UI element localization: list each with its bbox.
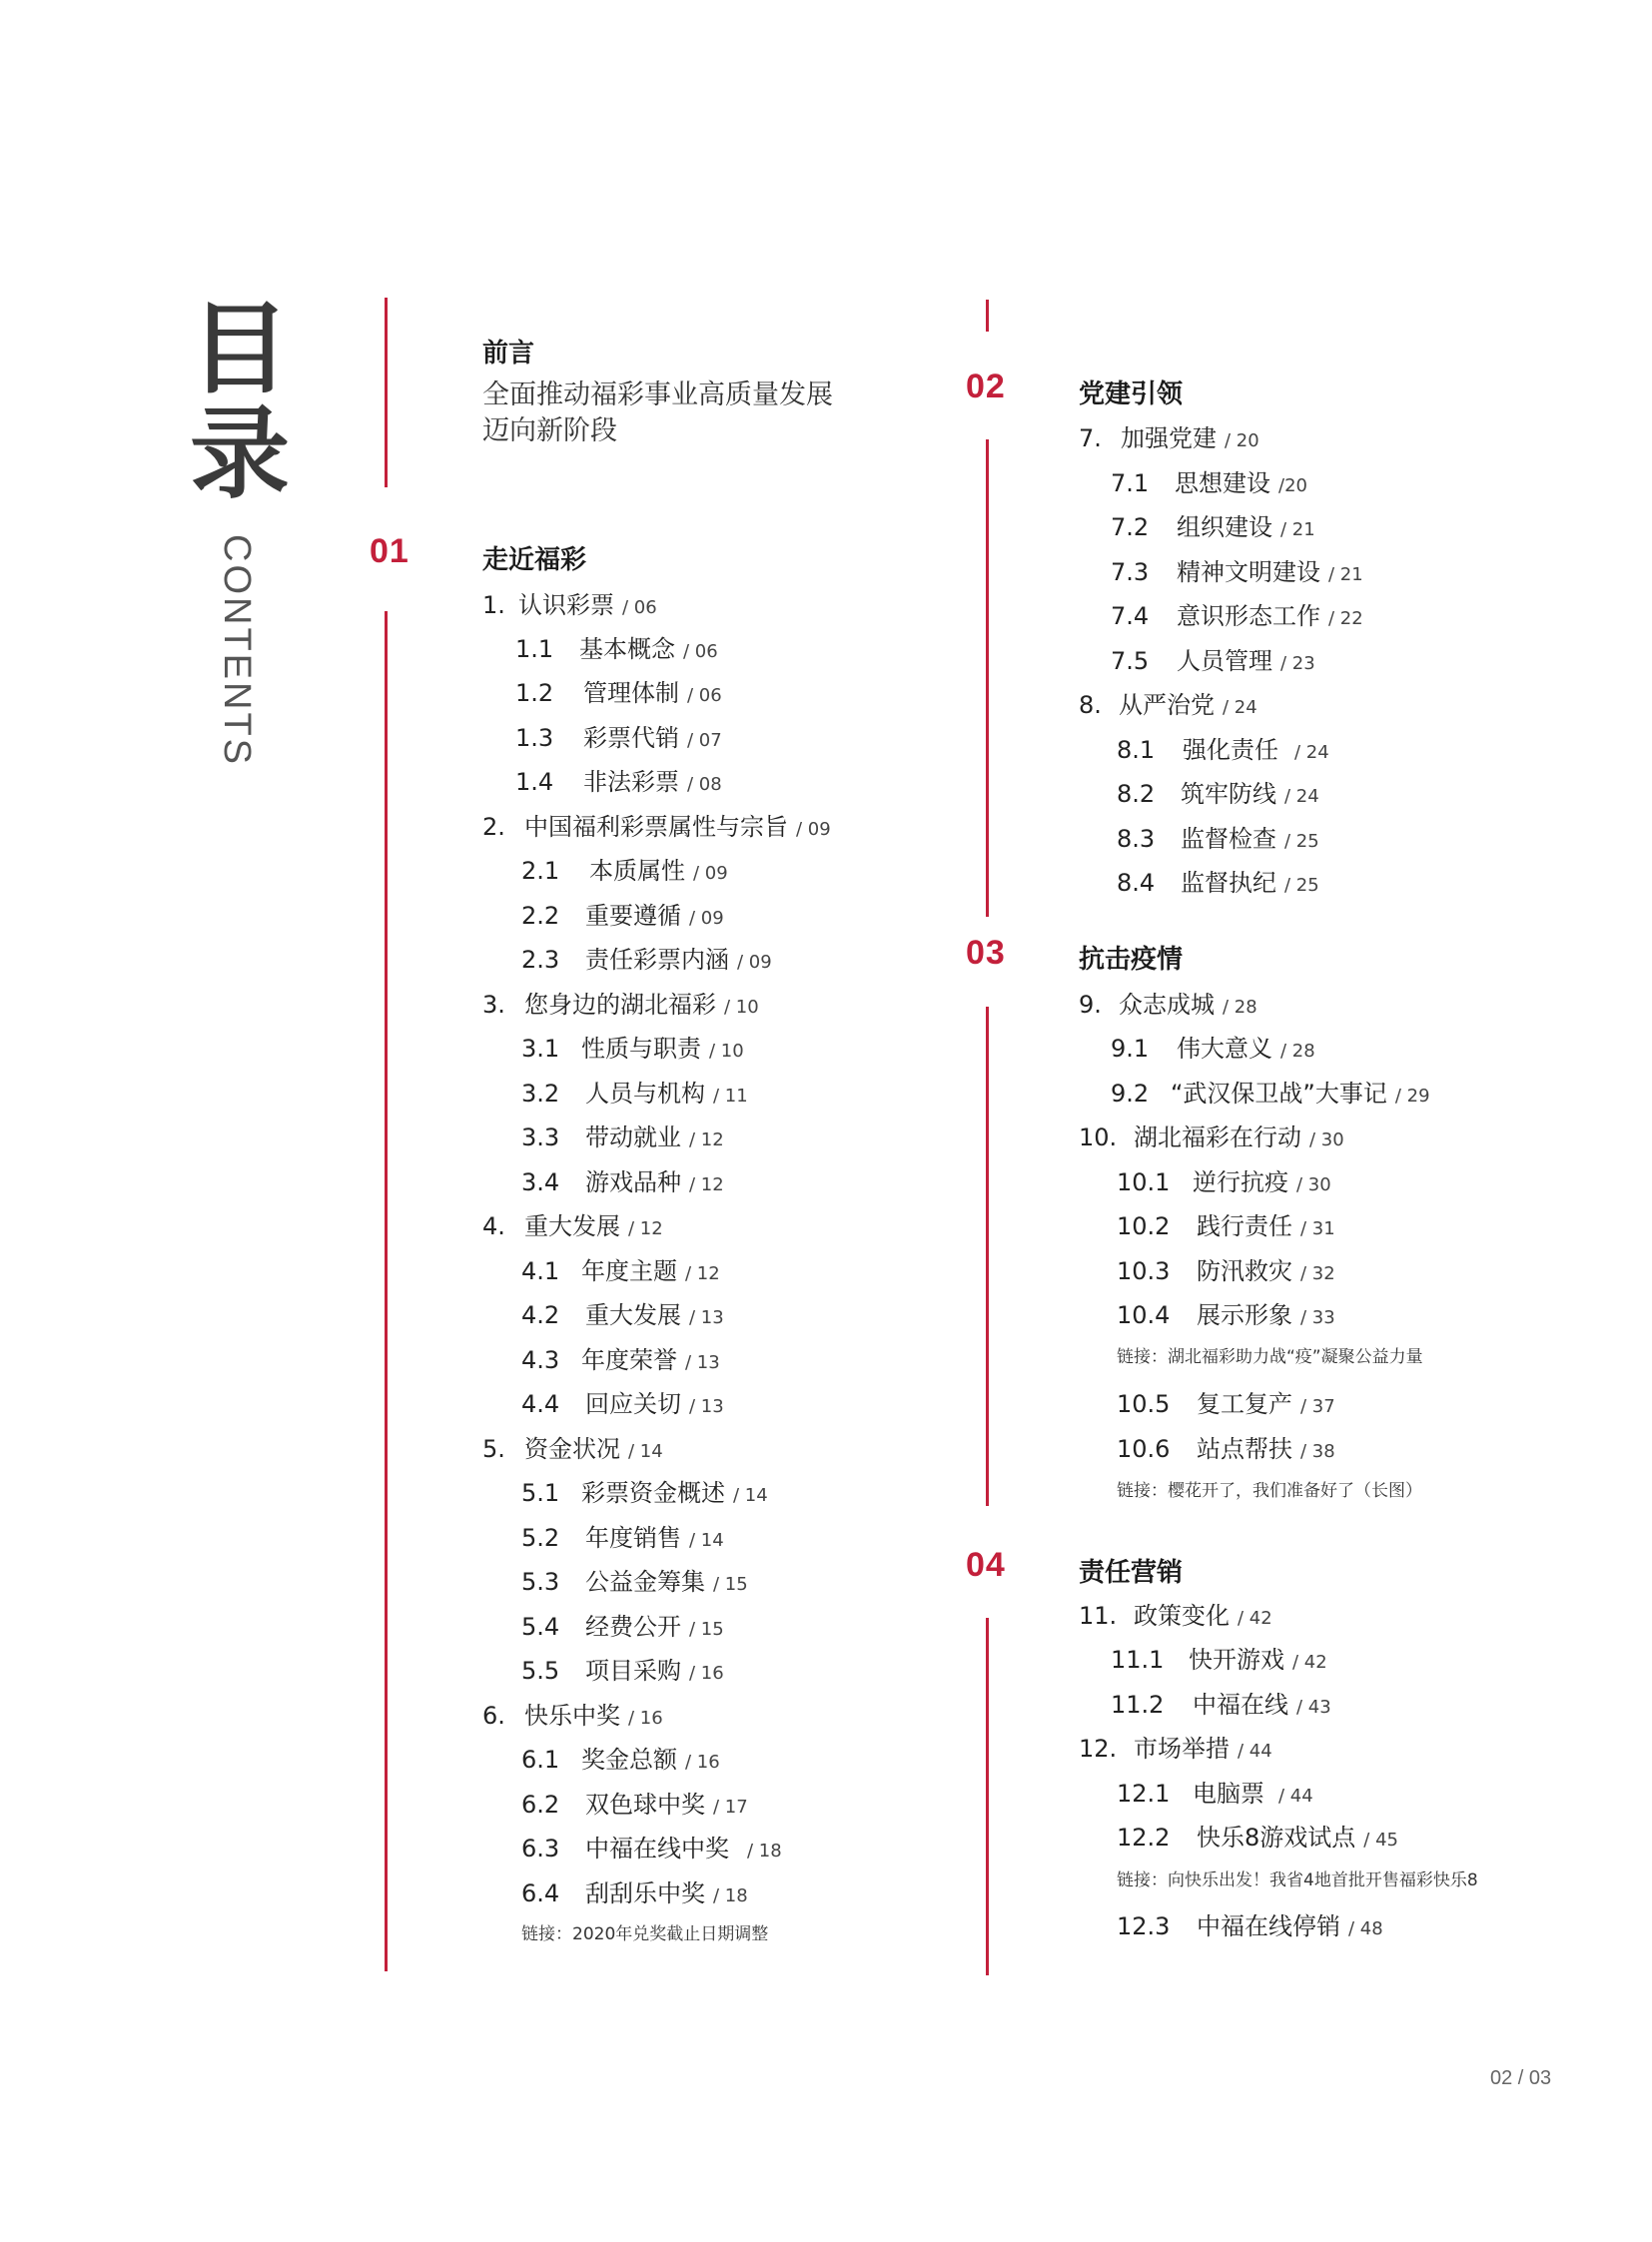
toc-entry-10-4[interactable] [1117,1295,1335,1330]
toc-entry-page: / 24 [1284,786,1319,807]
toc-entry-12-1[interactable] [1117,1774,1313,1809]
toc-entry-number: 12.3 [1117,1912,1171,1940]
toc-entry-title: 刮刮乐中奖 [585,1879,705,1907]
toc-entry-title: 践行责任 [1197,1212,1292,1240]
toc-entry-10-6[interactable] [1117,1429,1335,1464]
toc-entry-number: 6.4 [521,1879,560,1907]
toc-entry-1-4[interactable] [515,762,722,797]
toc-entry-title: 回应关切 [585,1390,681,1418]
toc-entry-page: / 13 [689,1396,724,1417]
toc-entry-10-1[interactable] [1117,1162,1331,1197]
toc-entry-7-1[interactable] [1111,463,1307,498]
toc-entry-number: 11.2 [1111,1691,1165,1719]
toc-entry-number: 7.1 [1111,469,1150,497]
toc-entry-page: / 25 [1284,875,1319,896]
toc-entry-number: 2.1 [521,857,560,885]
toc-entry-title: 奖金总额 [581,1746,677,1774]
toc-entry-number: 5.1 [521,1479,560,1507]
toc-entry-number: 9.2 [1111,1080,1150,1108]
toc-entry-title: 本质属性 [589,857,685,885]
toc-entry-number: 3. [482,991,505,1019]
toc-entry-page: / 20 [1225,430,1259,451]
toc-entry-number: 5.4 [521,1613,560,1641]
toc-entry-title: 人员管理 [1177,647,1272,675]
toc-entry-page: / 38 [1300,1441,1335,1462]
toc-entry-3-2[interactable] [521,1074,748,1109]
toc-link-3[interactable]: 链接：樱花开了，我们准备好了（长图） [1117,1481,1422,1501]
toc-entry-number: 5.5 [521,1657,560,1685]
toc-entry-page: / 13 [689,1307,724,1328]
toc-entry-page: / 10 [709,1041,744,1062]
toc-entry-page: / 22 [1328,608,1363,629]
title-char-mu: 目 [190,291,290,407]
toc-entry-page: / 21 [1328,564,1363,585]
toc-entry-number: 1.4 [515,768,554,796]
toc-entry-page: / 15 [713,1574,748,1595]
toc-entry-title: 快开游戏 [1189,1646,1284,1674]
toc-entry-page: / 13 [685,1352,720,1373]
toc-entry-4[interactable] [482,1206,663,1241]
toc-entry-title: 湖北福彩在行动 [1134,1123,1301,1151]
toc-entry-title: 众志成城 [1119,991,1215,1019]
toc-entry-title: 伟大意义 [1177,1035,1272,1063]
left-divider-bottom [385,611,388,1971]
toc-entry-5-4[interactable] [521,1607,724,1642]
toc-entry-1[interactable] [482,585,657,620]
toc-entry-title: 认识彩票 [518,591,614,619]
toc-entry-title: 中国福利彩票属性与宗旨 [524,813,788,841]
toc-entry-number: 1.2 [515,679,554,707]
toc-entry-title: 市场举措 [1134,1735,1230,1763]
toc-entry-title: 防汛救灾 [1197,1257,1292,1285]
toc-entry-number: 10.1 [1117,1168,1171,1196]
toc-entry-number: 8.3 [1117,825,1156,853]
toc-entry-page: / 28 [1223,997,1257,1018]
toc-entry-title: 游戏品种 [585,1168,681,1196]
toc-entry-page: / 14 [689,1530,724,1551]
toc-entry-page: / 16 [689,1663,724,1684]
toc-entry-title: 您身边的湖北福彩 [524,991,716,1019]
toc-entry-5-2[interactable] [521,1518,724,1553]
toc-entry-page: / 23 [1280,653,1315,674]
toc-entry-page: / 08 [687,774,722,795]
toc-entry-5-1[interactable] [521,1473,768,1508]
title-char-lu: 录 [190,395,290,512]
toc-entry-3-1[interactable] [521,1029,744,1064]
toc-entry-12-2[interactable] [1117,1818,1398,1853]
toc-entry-10[interactable] [1079,1118,1344,1152]
toc-entry-number: 2.3 [521,946,560,974]
toc-entry-3-3[interactable] [521,1118,724,1152]
toc-entry-title: 筑牢防线 [1181,780,1276,808]
toc-entry-title: 快乐中奖 [524,1702,620,1730]
toc-entry-number: 3.1 [521,1035,560,1063]
toc-entry-page: / 33 [1300,1307,1335,1328]
toc-link-2[interactable]: 链接：湖北福彩助力战“疫”凝聚公益力量 [1117,1347,1423,1367]
toc-entry-2-1[interactable] [521,851,728,886]
toc-entry-number: 5.3 [521,1568,560,1596]
toc-entry-page: /20 [1278,475,1307,496]
toc-entry-title: 快乐8游戏试点 [1197,1824,1356,1852]
toc-entry-6-4[interactable] [521,1873,748,1908]
preface-line-2[interactable]: 迈向新阶段 [482,415,617,446]
toc-entry-title: 双色球中奖 [585,1791,705,1819]
right-divider-2 [986,439,989,917]
toc-entry-number: 12.2 [1117,1824,1171,1852]
toc-entry-page: / 44 [1278,1786,1313,1807]
toc-entry-number: 10. [1079,1123,1118,1151]
toc-entry-page: / 14 [733,1485,768,1506]
toc-entry-title: 人员与机构 [585,1080,705,1108]
toc-entry-page: / 32 [1300,1263,1335,1284]
section-number-01: 01 [370,532,410,570]
toc-entry-page: / 12 [628,1218,663,1239]
toc-entry-page: / 21 [1280,519,1315,540]
right-divider-3 [986,1007,989,1506]
toc-entry-number: 9. [1079,991,1102,1019]
toc-entry-4-1[interactable] [521,1251,720,1286]
section-number-03: 03 [966,934,1006,972]
toc-entry-7-3[interactable] [1111,552,1363,587]
toc-entry-title: 年度销售 [585,1524,681,1552]
toc-entry-number: 10.5 [1117,1390,1171,1418]
toc-entry-number: 1. [482,591,505,619]
toc-entry-title: 复工复产 [1197,1390,1292,1418]
toc-entry-5-3[interactable] [521,1562,748,1597]
toc-entry-title: 彩票代销 [583,724,679,752]
toc-entry-page: / 12 [689,1129,724,1150]
toc-entry-number: 12. [1079,1735,1118,1763]
toc-entry-number: 7.2 [1111,513,1150,541]
toc-entry-9-1[interactable] [1111,1029,1315,1064]
toc-entry-title: 公益金筹集 [585,1568,705,1596]
toc-entry-number: 4. [482,1212,505,1240]
toc-entry-8-2[interactable] [1117,774,1319,809]
toc-entry-number: 4.1 [521,1257,560,1285]
toc-entry-4-4[interactable] [521,1384,724,1419]
toc-entry-number: 8.4 [1117,869,1156,897]
toc-entry-page: / 10 [724,997,759,1018]
toc-entry-page: / 25 [1284,831,1319,852]
toc-entry-title: 责任彩票内涵 [585,946,729,974]
preface-line-1[interactable]: 全面推动福彩事业高质量发展 [482,379,833,410]
toc-entry-page: / 30 [1296,1174,1331,1195]
toc-entry-title: 带动就业 [585,1123,681,1151]
toc-entry-number: 6.2 [521,1791,560,1819]
toc-entry-number: 4.4 [521,1390,560,1418]
toc-entry-number: 11. [1079,1602,1118,1630]
toc-entry-page: / 12 [689,1174,724,1195]
toc-entry-2-2[interactable] [521,896,724,931]
toc-entry-10-2[interactable] [1117,1206,1335,1241]
toc-entry-number: 8.2 [1117,780,1156,808]
toc-entry-number: 5. [482,1435,505,1463]
toc-entry-title: 年度荣誉 [581,1346,677,1374]
toc-entry-number: 1.1 [515,635,554,663]
toc-entry-page: / 28 [1280,1041,1315,1062]
toc-entry-page: / 31 [1300,1218,1335,1239]
toc-entry-title: 逆行抗疫 [1193,1168,1288,1196]
toc-entry-10-3[interactable] [1117,1251,1335,1286]
toc-entry-title: 彩票资金概述 [581,1479,725,1507]
toc-entry-page: / 06 [622,597,657,618]
toc-entry-11[interactable] [1079,1596,1272,1631]
toc-entry-page: / 30 [1309,1129,1344,1150]
toc-entry-3[interactable] [482,985,759,1020]
toc-entry-page: / 11 [713,1086,748,1107]
toc-entry-page: / 07 [687,730,722,751]
toc-entry-page: / 16 [628,1708,663,1729]
toc-entry-4-3[interactable] [521,1340,720,1375]
preface-heading[interactable]: 前言 [482,339,535,369]
toc-entry-6-1[interactable] [521,1740,720,1775]
toc-entry-title: 中福在线 [1193,1691,1288,1719]
toc-entry-5[interactable] [482,1429,663,1464]
toc-entry-8-4[interactable] [1117,863,1319,898]
toc-entry-number: 11.1 [1111,1646,1165,1674]
toc-entry-number: 7. [1079,424,1102,452]
toc-entry-number: 6.1 [521,1746,560,1774]
toc-entry-1-3[interactable] [515,718,722,753]
toc-entry-page: / 18 [747,1841,782,1862]
toc-entry-page: / 45 [1363,1830,1398,1851]
toc-entry-number: 1.3 [515,724,554,752]
toc-entry-title: 监督执纪 [1181,869,1276,897]
toc-entry-number: 2.2 [521,902,560,930]
toc-entry-11-1[interactable] [1111,1640,1327,1675]
toc-entry-number: 10.6 [1117,1435,1171,1463]
toc-entry-number: 8. [1079,691,1102,719]
toc-entry-page: / 17 [713,1797,748,1818]
toc-entry-page: / 42 [1238,1608,1272,1629]
toc-entry-2-3[interactable] [521,940,772,975]
toc-entry-title: 重大发展 [524,1212,620,1240]
toc-entry-title: 经费公开 [585,1613,681,1641]
toc-entry-page: / 15 [689,1619,724,1640]
toc-entry-page: / 37 [1300,1396,1335,1417]
toc-entry-number: 12.1 [1117,1780,1171,1808]
toc-entry-title: 年度主题 [581,1257,677,1285]
toc-entry-title: 电脑票 [1193,1780,1264,1808]
section-number-04: 04 [966,1546,1006,1584]
toc-entry-title: 项目采购 [585,1657,681,1685]
toc-entry-8-1[interactable] [1117,730,1329,765]
toc-entry-1-1[interactable] [515,629,718,664]
toc-entry-title: 展示形象 [1197,1301,1292,1329]
toc-entry-page: / 09 [796,819,831,840]
toc-entry-number: 6.3 [521,1835,560,1863]
toc-entry-11-2[interactable] [1111,1685,1331,1720]
toc-link-4[interactable]: 链接：向快乐出发！我省4地首批开售福彩快乐8 [1117,1870,1478,1890]
toc-entry-number: 6. [482,1702,505,1730]
toc-entry-number: 2. [482,813,505,841]
toc-entry-9-2[interactable] [1111,1074,1430,1109]
toc-entry-title: 站点帮扶 [1197,1435,1292,1463]
toc-entry-title: 中福在线中奖 [585,1835,729,1863]
toc-entry-page: / 24 [1294,742,1329,763]
toc-entry-title: 重要遵循 [585,902,681,930]
toc-entry-page: / 42 [1292,1652,1327,1673]
toc-entry-title: 从严治党 [1119,691,1215,719]
toc-entry-page: / 06 [683,641,718,662]
toc-entry-title: 管理体制 [583,679,679,707]
toc-entry-8[interactable] [1079,685,1257,720]
toc-entry-12-3[interactable] [1117,1906,1383,1941]
page-number: 02 / 03 [1490,2067,1552,2089]
toc-entry-title: 监督检查 [1181,825,1276,853]
section-title-02[interactable]: 党建引领 [1079,379,1184,409]
toc-entry-title: 中福在线停销 [1197,1912,1340,1940]
toc-entry-title: “武汉保卫战”大事记 [1171,1080,1387,1108]
toc-entry-6-3[interactable] [521,1829,782,1864]
right-divider-1 [986,300,989,332]
section-number-02: 02 [966,368,1006,405]
toc-entry-number: 3.3 [521,1123,560,1151]
toc-entry-number: 4.2 [521,1301,560,1329]
toc-entry-7-5[interactable] [1111,641,1315,676]
toc-entry-title: 精神文明建设 [1177,558,1320,586]
toc-entry-number: 7.5 [1111,647,1150,675]
toc-entry-title: 组织建设 [1177,513,1272,541]
toc-entry-page: / 44 [1238,1741,1272,1762]
toc-entry-page: / 09 [689,908,724,929]
toc-entry-page: / 43 [1296,1697,1331,1718]
toc-entry-9[interactable] [1079,985,1257,1020]
toc-entry-title: 政策变化 [1134,1602,1230,1630]
right-divider-4 [986,1618,989,1975]
toc-entry-number: 7.3 [1111,558,1150,586]
toc-entry-number: 3.2 [521,1080,560,1108]
toc-entry-12[interactable] [1079,1729,1272,1764]
toc-entry-number: 3.4 [521,1168,560,1196]
toc-entry-page: / 06 [687,685,722,706]
section-title-04[interactable]: 责任营销 [1079,1558,1184,1588]
toc-entry-title: 性质与职责 [581,1035,701,1063]
toc-entry-page: / 29 [1394,1086,1430,1107]
section-title-03[interactable]: 抗击疫情 [1079,945,1184,975]
toc-entry-title: 思想建设 [1175,469,1270,497]
toc-entry-page: / 12 [685,1263,720,1284]
toc-entry-page: / 16 [685,1752,720,1773]
toc-entry-number: 9.1 [1111,1035,1150,1063]
toc-entry-number: 5.2 [521,1524,560,1552]
toc-entry-7[interactable] [1079,418,1259,453]
toc-entry-title: 非法彩票 [583,768,679,796]
contents-subtitle: CONTENTS [216,534,258,767]
toc-entry-title: 重大发展 [585,1301,681,1329]
toc-entry-title: 资金状况 [524,1435,620,1463]
toc-entry-8-3[interactable] [1117,819,1319,854]
toc-entry-2[interactable] [482,807,831,842]
toc-entry-7-2[interactable] [1111,507,1315,542]
toc-link-1[interactable]: 链接：2020年兑奖截止日期调整 [521,1924,769,1944]
toc-entry-7-4[interactable] [1111,596,1363,631]
toc-entry-5-5[interactable] [521,1651,724,1686]
toc-entry-1-2[interactable] [515,673,722,708]
toc-entry-6-2[interactable] [521,1785,748,1820]
toc-entry-page: / 18 [713,1885,748,1906]
toc-entry-number: 10.4 [1117,1301,1171,1329]
toc-entry-page: / 24 [1223,697,1257,718]
toc-entry-number: 10.2 [1117,1212,1171,1240]
toc-entry-page: / 09 [693,863,728,884]
toc-entry-6[interactable] [482,1696,663,1731]
toc-entry-10-5[interactable] [1117,1384,1335,1419]
toc-entry-number: 8.1 [1117,736,1156,764]
toc-entry-number: 4.3 [521,1346,560,1374]
toc-entry-4-2[interactable] [521,1295,724,1330]
toc-entry-title: 意识形态工作 [1177,602,1320,630]
section-title-01[interactable]: 走近福彩 [482,545,587,575]
toc-entry-title: 加强党建 [1121,424,1217,452]
left-divider-top [385,298,388,487]
toc-entry-title: 基本概念 [579,635,675,663]
toc-entry-page: / 48 [1348,1918,1383,1939]
toc-entry-number: 7.4 [1111,602,1150,630]
toc-entry-page: / 14 [628,1441,663,1462]
toc-entry-3-4[interactable] [521,1162,724,1197]
toc-entry-title: 强化责任 [1183,736,1278,764]
toc-entry-page: / 09 [737,952,772,973]
toc-entry-number: 10.3 [1117,1257,1171,1285]
